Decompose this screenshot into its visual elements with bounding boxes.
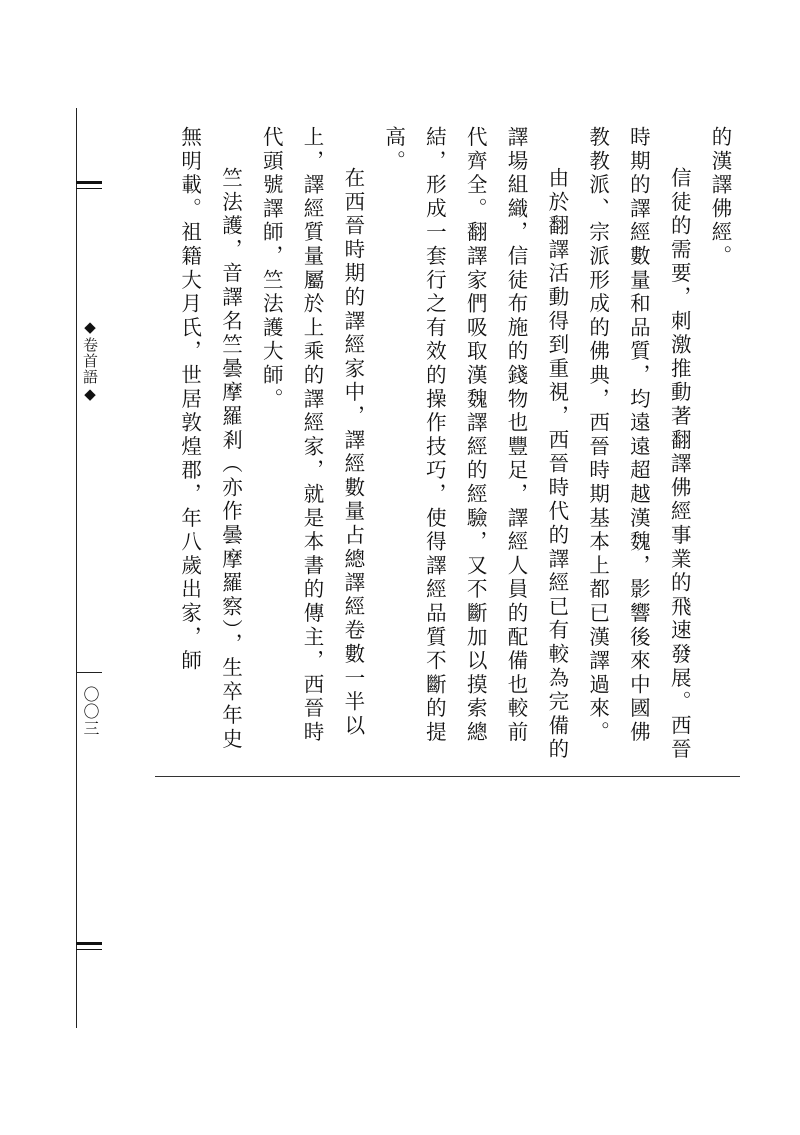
top-ornament-bar [76,181,102,184]
section-title: ◆卷首語◆ [81,318,99,404]
page-number-divider [76,672,102,673]
paragraph: 在西晉時期的譯經家中，譯經數量占總譯經卷數一半以上，譯經質量屬於上乘的譯經家，就是本書的傳主，西晉時代頭號譯師，竺法護大師。 [259,126,365,745]
paragraph: 竺法護，音譯名竺曇摩羅剎（亦作曇摩羅察），生卒年史無明載。祖籍大月氏，世居敦煌郡，年八歲出家，師 [177,126,243,752]
bottom-ornament-line [76,949,102,950]
page-number: 〇〇三 [81,686,100,737]
body-text [150,126,740,766]
text-bottom-rule [155,776,740,777]
margin-rule [76,108,77,1028]
paragraph: 的漢譯佛經。 [708,126,732,269]
bottom-ornament-bar [76,942,102,945]
paragraph: 由於翻譯活動得到重視，西晉時代的譯經已有較為完備的譯場組織，信徒布施的錢物也豐足，譯經人員的配備也較前代齊全。翻譯家們吸取漢魏譯經的經驗，又不斷加以摸索總結，形成一套行之有效的操作技巧，使得譯經品質不斷的提高。 [381,126,569,762]
paragraph: 信徒的需要，刺激推動著翻譯佛經事業的飛速發展。西晉時期的譯經數量和品質，均遠遠超越漢魏，影響後來中國佛教教派、宗派形成的佛典，西晉時期基本上都已漢譯過來。 [585,126,692,762]
top-ornament-line [76,188,102,189]
